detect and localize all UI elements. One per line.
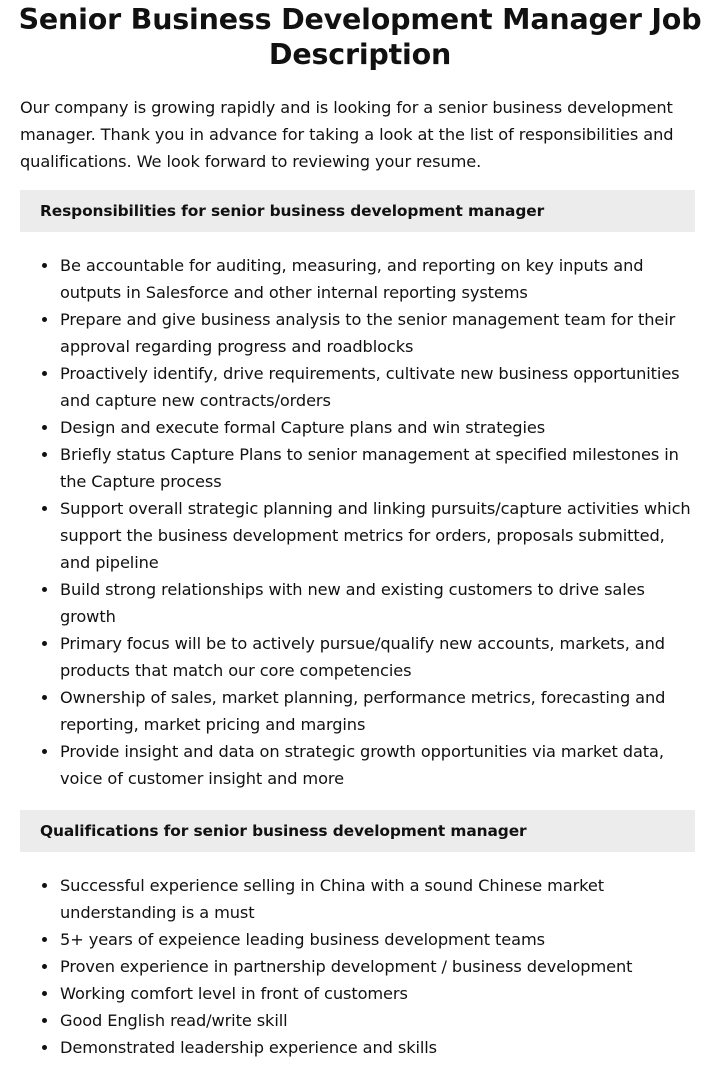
list-item-text: Support overall strategic planning and linking pursuits/capture activities which support the business development metrics for orders, proposals submitted, and pipeline [60, 499, 691, 572]
list-item-text: Be accountable for auditing, measuring, and reporting on key inputs and outputs in Salesforce and other internal reporting systems [60, 256, 644, 302]
list-item [20, 1034, 695, 1061]
bullet-icon [42, 883, 47, 888]
list-item [20, 576, 695, 630]
bullet-icon [42, 452, 47, 457]
list-item [20, 953, 695, 980]
bullet-icon [42, 991, 47, 996]
list-item [20, 441, 695, 495]
bullet-icon [42, 1045, 47, 1050]
list-item-text: Proactively identify, drive requirements, cultivate new business opportunities and capture new contracts/orders [60, 364, 680, 410]
bullet-icon [42, 695, 47, 700]
bullet-icon [42, 964, 47, 969]
bullet-icon [42, 317, 47, 322]
bullet-icon [42, 1018, 47, 1023]
list-item [20, 360, 695, 414]
qualifications-list [20, 872, 695, 1061]
list-item-text: 5+ years of expeience leading business development teams [60, 930, 545, 949]
list-item [20, 872, 695, 926]
list-item [20, 684, 695, 738]
bullet-icon [42, 641, 47, 646]
bullet-icon [42, 506, 47, 511]
list-item [20, 1007, 695, 1034]
list-item [20, 630, 695, 684]
responsibilities-list [20, 252, 695, 792]
list-item-text: Design and execute formal Capture plans and win strategies [60, 418, 546, 437]
list-item-text: Proven experience in partnership development / business development [60, 957, 633, 976]
list-item-text: Build strong relationships with new and existing customers to drive sales growth [60, 580, 645, 626]
list-item-text: Good English read/write skill [60, 1011, 288, 1030]
list-item [20, 252, 695, 306]
bullet-icon [42, 587, 47, 592]
list-item-text: Briefly status Capture Plans to senior management at specified milestones in the Capture process [60, 445, 679, 491]
bullet-icon [42, 371, 47, 376]
list-item-text: Prepare and give business analysis to the senior management team for their approval regarding progress and roadblocks [60, 310, 676, 356]
list-item [20, 980, 695, 1007]
bullet-icon [42, 425, 47, 430]
list-item-text: Demonstrated leadership experience and skills [60, 1038, 438, 1057]
responsibilities-heading: Responsibilities for senior business development manager [20, 190, 695, 232]
bullet-icon [42, 263, 47, 268]
list-item [20, 738, 695, 792]
list-item [20, 926, 695, 953]
list-item [20, 495, 695, 576]
bullet-icon [42, 937, 47, 942]
list-item [20, 414, 695, 441]
bullet-icon [42, 749, 47, 754]
page-title: Senior Business Development Manager Job Description [18, 3, 702, 71]
list-item-text: Successful experience selling in China with a sound Chinese market understanding is a must [60, 876, 604, 922]
intro-paragraph: Our company is growing rapidly and is looking for a senior business development manager. Thank you in advance for taking a look at the list of responsibilities and qualifications. We look forward to reviewing your resume. [20, 98, 674, 171]
list-item-text: Primary focus will be to actively pursue/qualify new accounts, markets, and products that match our core competencies [60, 634, 665, 680]
list-item-text: Working comfort level in front of customers [60, 984, 408, 1003]
list-item-text: Provide insight and data on strategic growth opportunities via market data, voice of customer insight and more [60, 742, 664, 788]
list-item [20, 306, 695, 360]
qualifications-heading: Qualifications for senior business development manager [20, 810, 695, 852]
list-item-text: Ownership of sales, market planning, performance metrics, forecasting and reporting, market pricing and margins [60, 688, 666, 734]
